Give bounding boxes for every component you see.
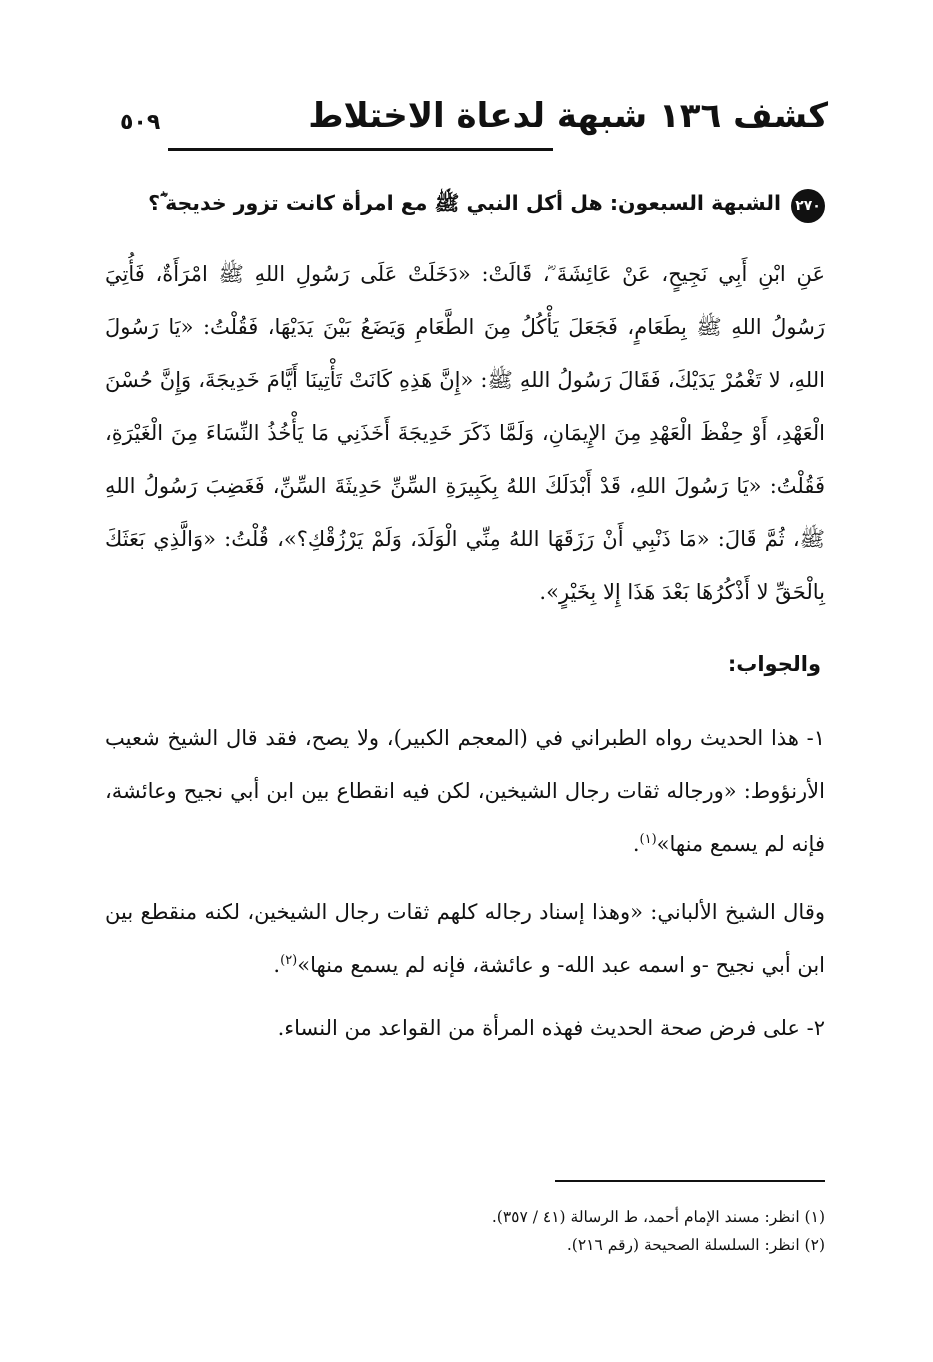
albani-quote-end: . bbox=[273, 953, 281, 977]
albani-quote-text: وقال الشيخ الألباني: «وهذا إسناد رجاله كلهم ثقات رجال الشيخين، لكنه منقطع بين ابن أبي نجيح -و اسمه عبد الله- و عائشة، فإنه لم يسمع منها» bbox=[105, 900, 825, 977]
footnote-ref-2: (٢) bbox=[280, 953, 298, 968]
hadith-text: عَنِ ابْنِ أَبِي نَجِيحٍ، عَنْ عَائِشَةَ ؓ، قَالَتْ: «دَخَلَتْ عَلَى رَسُولِ اللهِ ﷺ امْرَأَةٌ، فَأُتِيَ رَسُولُ اللهِ ﷺ بِطَعَامٍ، فَجَعَلَ يَأْكُلُ مِنَ الطَّعَامِ وَيَضَعُ بَيْنَ يَدَيْهَا، فَقُلْتُ: «يَا رَسُولَ اللهِ، لا تَغْمُرْ يَدَيْكَ، فَقَالَ رَسُولُ اللهِ ﷺ: «إِنَّ هَذِهِ كَانَتْ تَأْتِينَا أَيَّامَ خَدِيجَةَ، وَإِنَّ حُسْنَ الْعَهْدِ، أَوْ حِفْظَ الْعَهْدِ مِنَ الإِيمَانِ، وَلَمَّا ذَكَرَ خَدِيجَةَ أَخَذَنِي مَا يَأْخُذُ النِّسَاءَ مِنَ الْغَيْرَةِ، فَقُلْتُ: «يَا رَسُولَ اللهِ، قَدْ أَبْدَلَكَ اللهُ بِكَبِيرَةِ السِّنِّ حَدِيثَةَ السِّنِّ، فَغَضِبَ رَسُولُ اللهِ ﷺ، ثُمَّ قَالَ: «مَا ذَنْبِي أَنْ رَزَقَهَا اللهُ مِنِّي الْوَلَدَ، وَلَمْ يَرْزُقْكِ؟»، قُلْتُ: «وَالَّذِي بَعَثَكَ بِالْحَقِّ لا أَذْكُرُهَا بَعْدَ هَذَا إِلا بِخَيْرٍ». bbox=[105, 262, 825, 604]
footnote-rule bbox=[555, 1180, 825, 1182]
header-rule bbox=[168, 148, 553, 151]
answer-point-1-end: . bbox=[632, 832, 640, 856]
answer-point-1 bbox=[105, 712, 825, 871]
answer-heading: والجواب: bbox=[727, 652, 821, 676]
section-number-badge: ٢٧٠ bbox=[791, 189, 825, 223]
page-header bbox=[108, 96, 828, 156]
section-heading bbox=[105, 186, 825, 226]
answer-point-2: ٢- على فرض صحة الحديث فهذه المرأة من القواعد من النساء. bbox=[277, 1016, 825, 1040]
footnote-ref-1: (١) bbox=[639, 832, 657, 847]
footnote-2: (٢) انظر: السلسلة الصحيحة (رقم ٢١٦). bbox=[566, 1236, 825, 1254]
answer-point-1-text: ١- هذا الحديث رواه الطبراني في (المعجم الكبير)، ولا يصح، فقد قال الشيخ شعيب الأرنؤوط: «ورجاله ثقات رجال الشيخين، لكن فيه انقطاع بين ابن أبي نجيح وعائشة، فإنه لم يسمع منها» bbox=[105, 726, 825, 856]
section-heading-text: الشبهة السبعون: هل أكل النبي ﷺ مع امرأة كانت تزور خديجة ؓ؟ bbox=[148, 191, 781, 215]
albani-quote bbox=[105, 886, 825, 992]
page-number: ٥٠٩ bbox=[120, 110, 161, 135]
footnote-1: (١) انظر: مسند الإمام أحمد، ط الرسالة (٤١ / ٣٥٧). bbox=[491, 1208, 825, 1226]
book-title: كشف ١٣٦ شبهة لدعاة الاختلاط bbox=[308, 96, 828, 136]
